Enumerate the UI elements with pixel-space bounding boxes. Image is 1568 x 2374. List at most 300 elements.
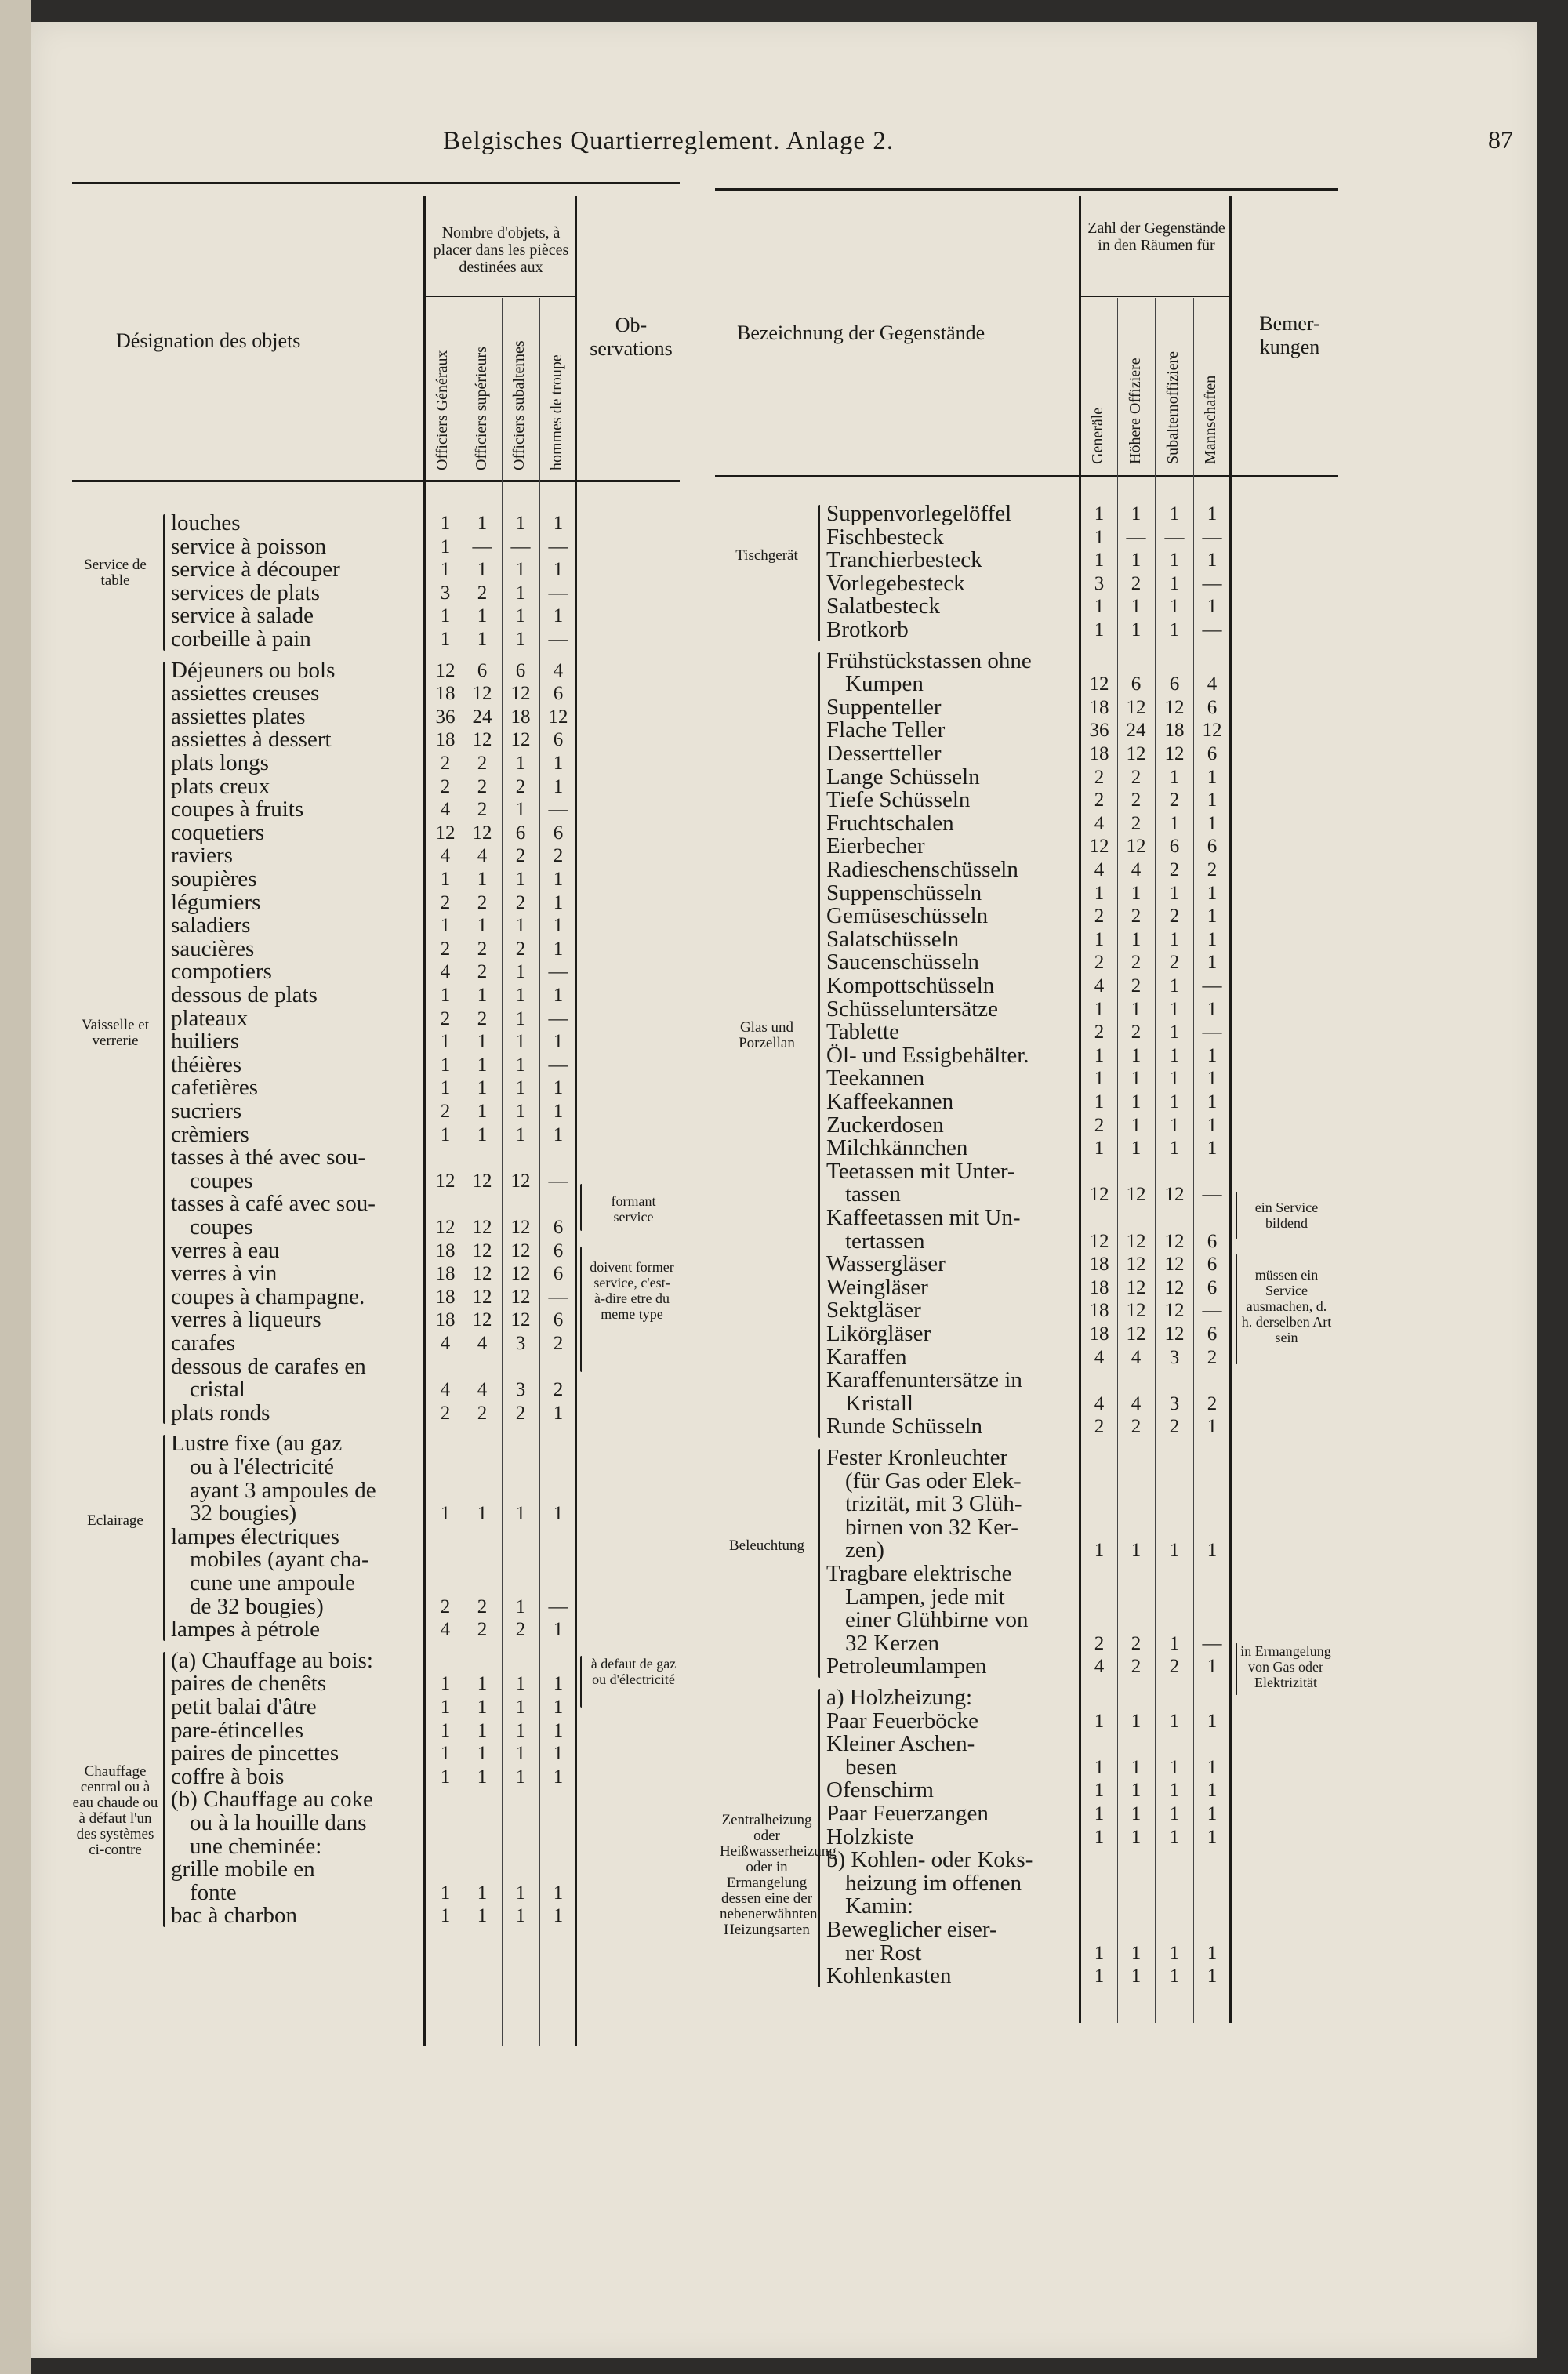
- german-value-cell: 24: [1126, 720, 1146, 742]
- french-row-label: soupières: [171, 866, 257, 891]
- german-value-cell: 12: [1164, 1230, 1185, 1252]
- german-value-cell: 6: [1169, 673, 1180, 695]
- german-row-label: trizität, mit 3 Glüh-: [845, 1491, 1022, 1517]
- german-value-cell: 1: [1169, 766, 1180, 788]
- left-vline-4: [539, 298, 540, 2046]
- subcol-superieurs: Officiers supérieurs: [473, 347, 490, 470]
- german-value-cell: 1: [1094, 882, 1105, 904]
- french-value-cell: 1: [440, 1905, 451, 1927]
- german-row-label: Holzkiste: [826, 1824, 914, 1849]
- german-row-label: Ofenschirm: [826, 1777, 934, 1803]
- german-row-label: besen: [845, 1754, 898, 1780]
- german-value-cell: 2: [1207, 859, 1218, 880]
- german-row-label: Suppenschüsseln: [826, 880, 982, 906]
- french-group-label: Vaisselle et verrerie: [81, 1017, 149, 1049]
- french-value-cell: 1: [515, 1697, 526, 1718]
- french-value-cell: 1: [553, 1905, 564, 1927]
- german-value-cell: 2: [1094, 1114, 1105, 1136]
- french-value-cell: 1: [477, 605, 488, 627]
- french-row-label: théières: [171, 1051, 242, 1077]
- german-value-cell: 1: [1169, 550, 1180, 572]
- german-value-cell: 1: [1094, 550, 1105, 572]
- french-row-label: carafes: [171, 1330, 236, 1356]
- german-value-cell: 1: [1207, 1138, 1218, 1160]
- french-value-cell: —: [548, 1286, 568, 1308]
- german-value-cell: 1: [1131, 1966, 1142, 1987]
- french-value-cell: 2: [477, 1619, 488, 1641]
- french-value-cell: 1: [477, 513, 488, 534]
- german-value-cell: 12: [1202, 720, 1222, 742]
- french-value-cell: 12: [510, 1170, 531, 1192]
- french-value-cell: 1: [515, 1905, 526, 1927]
- french-value-cell: —: [548, 1170, 568, 1192]
- german-value-cell: 1: [1169, 1022, 1180, 1044]
- german-value-cell: 12: [1126, 1184, 1146, 1206]
- subcol-troupe: hommes de troupe: [548, 354, 565, 470]
- german-value-cell: 1: [1207, 882, 1218, 904]
- bem-note-ermangelung: in Ermangelung von Gas oder Elektrizität: [1240, 1643, 1331, 1690]
- german-value-cell: 6: [1207, 1323, 1218, 1345]
- german-value-cell: 12: [1126, 836, 1146, 858]
- french-value-cell: 4: [440, 1619, 451, 1641]
- german-value-cell: —: [1202, 1184, 1222, 1206]
- french-value-cell: 6: [553, 683, 564, 705]
- header-rule-right: [715, 475, 1338, 477]
- french-row-label: fonte: [190, 1879, 237, 1905]
- german-value-cell: 1: [1094, 1068, 1105, 1090]
- german-value-cell: 1: [1207, 503, 1218, 525]
- german-value-cell: 1: [1207, 1416, 1218, 1438]
- french-value-cell: 12: [510, 1309, 531, 1331]
- german-value-cell: —: [1164, 526, 1185, 548]
- french-row-label: sucriers: [171, 1098, 242, 1123]
- french-value-cell: 1: [515, 1595, 526, 1617]
- german-value-cell: 1: [1169, 1966, 1180, 1987]
- french-value-cell: 18: [435, 1309, 456, 1331]
- french-value-cell: 1: [440, 1719, 451, 1741]
- german-value-cell: 1: [1094, 1044, 1105, 1066]
- french-value-cell: 1: [553, 1766, 564, 1788]
- obs-brace-3: [580, 1656, 582, 1708]
- german-row-label: Milchkännchen: [826, 1135, 968, 1161]
- french-value-cell: 1: [515, 513, 526, 534]
- french-value-cell: 1: [477, 915, 488, 937]
- french-row-label: 32 bougies): [190, 1501, 297, 1526]
- french-value-cell: 1: [440, 513, 451, 534]
- german-row-label: Lange Schüsseln: [826, 764, 980, 790]
- german-value-cell: 6: [1169, 836, 1180, 858]
- german-value-cell: 12: [1126, 1323, 1146, 1345]
- german-row-label: Brotkorb: [826, 617, 909, 642]
- german-row-label: Sektgläser: [826, 1298, 921, 1323]
- german-value-cell: 1: [1169, 928, 1180, 950]
- french-row-label: service à découper: [171, 557, 340, 583]
- french-value-cell: 1: [553, 559, 564, 581]
- german-value-cell: 2: [1094, 1416, 1105, 1438]
- german-value-cell: 1: [1207, 1803, 1218, 1824]
- running-header: Belgisches Quartierreglement. Anlage 2.: [443, 127, 895, 155]
- french-row-label: assiettes plates: [171, 703, 306, 729]
- french-value-cell: 1: [477, 1743, 488, 1765]
- french-value-cell: 1: [515, 1673, 526, 1695]
- french-value-cell: 12: [510, 683, 531, 705]
- french-value-cell: 12: [435, 659, 456, 681]
- german-value-cell: 1: [1094, 928, 1105, 950]
- french-row-label: plateaux: [171, 1005, 249, 1031]
- french-row-label: crèmiers: [171, 1121, 249, 1147]
- french-value-cell: 1: [515, 559, 526, 581]
- bem-brace-3: [1236, 1643, 1237, 1695]
- german-value-cell: 1: [1169, 812, 1180, 834]
- german-value-cell: 1: [1207, 1942, 1218, 1964]
- french-row-label: paires de chenêts: [171, 1671, 327, 1697]
- french-row-label: bac à charbon: [171, 1903, 298, 1929]
- french-value-cell: 1: [515, 1007, 526, 1029]
- french-value-cell: 1: [440, 1673, 451, 1695]
- obs-note-defaut: à defaut de gaz ou d'électricité: [590, 1656, 677, 1687]
- german-value-cell: 1: [1169, 596, 1180, 618]
- french-value-cell: 2: [477, 582, 488, 604]
- german-value-cell: 1: [1094, 1138, 1105, 1160]
- french-row-label: services de plats: [171, 579, 321, 605]
- french-value-cell: 1: [515, 1503, 526, 1525]
- right-vline-1: [1079, 196, 1081, 2023]
- col-designation: Désignation des objets: [116, 329, 301, 352]
- french-value-cell: 12: [435, 1217, 456, 1238]
- french-row-label: (b) Chauffage au coke: [171, 1787, 373, 1813]
- french-value-cell: 12: [472, 1286, 492, 1308]
- german-value-cell: 6: [1131, 673, 1142, 695]
- german-value-cell: 1: [1131, 1138, 1142, 1160]
- german-value-cell: 1: [1094, 596, 1105, 618]
- german-value-cell: 4: [1094, 975, 1105, 996]
- german-group-label: Beleuchtung: [728, 1537, 805, 1554]
- german-value-cell: 2: [1131, 812, 1142, 834]
- french-group-label: Chauffage central ou à eau chaude ou à défaut l'un des systèmes ci-contre: [72, 1763, 158, 1859]
- french-value-cell: —: [548, 1054, 568, 1076]
- french-value-cell: 1: [515, 1101, 526, 1122]
- french-value-cell: 1: [477, 1766, 488, 1788]
- french-value-cell: 6: [553, 1309, 564, 1331]
- french-value-cell: 1: [477, 1101, 488, 1122]
- german-value-cell: 1: [1207, 952, 1218, 974]
- french-value-cell: 1: [440, 1766, 451, 1788]
- german-row-label: Kaffeekannen: [826, 1089, 954, 1114]
- german-value-cell: 1: [1094, 1942, 1105, 1964]
- french-value-cell: 12: [472, 1240, 492, 1261]
- german-value-cell: 1: [1207, 1826, 1218, 1848]
- french-row-label: plats longs: [171, 750, 269, 775]
- german-value-cell: 2: [1169, 952, 1180, 974]
- german-value-cell: 1: [1131, 596, 1142, 618]
- french-value-cell: —: [548, 535, 568, 557]
- french-row-label: service à poisson: [171, 533, 327, 559]
- french-value-cell: 1: [440, 1077, 451, 1099]
- french-value-cell: 1: [477, 1905, 488, 1927]
- french-row-label: dessous de plats: [171, 982, 318, 1007]
- german-value-cell: 1: [1094, 998, 1105, 1020]
- german-row-label: Beweglicher eiser-: [826, 1917, 997, 1942]
- german-value-cell: 1: [1207, 1966, 1218, 1987]
- french-value-cell: 1: [553, 1619, 564, 1641]
- german-value-cell: 6: [1207, 743, 1218, 764]
- german-value-cell: 6: [1207, 1254, 1218, 1276]
- french-row-label: saucières: [171, 935, 255, 961]
- german-value-cell: 2: [1131, 1632, 1142, 1654]
- german-value-cell: 1: [1169, 1138, 1180, 1160]
- german-value-cell: 12: [1164, 696, 1185, 718]
- subcol-generaux: Officiers Généraux: [434, 350, 451, 470]
- german-row-label: Tranchierbesteck: [826, 547, 982, 573]
- french-value-cell: 1: [477, 1697, 488, 1718]
- french-value-cell: 3: [440, 582, 451, 604]
- french-value-cell: —: [548, 1595, 568, 1617]
- bem-brace-2: [1236, 1254, 1237, 1364]
- french-value-cell: 12: [510, 1240, 531, 1261]
- french-value-cell: 4: [440, 845, 451, 867]
- german-value-cell: 4: [1131, 1392, 1142, 1414]
- german-row-label: Teetassen mit Unter-: [826, 1158, 1015, 1184]
- german-value-cell: 2: [1169, 1416, 1180, 1438]
- german-row-label: Karaffen: [826, 1344, 907, 1370]
- french-value-cell: 1: [553, 1031, 564, 1053]
- german-row-label: Kleiner Aschen-: [826, 1731, 975, 1757]
- german-group-brace: [818, 505, 820, 641]
- german-value-cell: 4: [1094, 812, 1105, 834]
- french-value-cell: 1: [553, 1503, 564, 1525]
- french-value-cell: —: [548, 1007, 568, 1029]
- german-value-cell: 1: [1169, 1826, 1180, 1848]
- german-value-cell: —: [1202, 526, 1222, 548]
- german-value-cell: 1: [1207, 596, 1218, 618]
- french-value-cell: 2: [515, 845, 526, 867]
- german-value-cell: 1: [1169, 1068, 1180, 1090]
- german-value-cell: 4: [1094, 859, 1105, 880]
- bem-note-service: ein Service bildend: [1254, 1200, 1319, 1231]
- french-value-cell: 1: [440, 629, 451, 650]
- french-group-brace: [163, 1652, 165, 1927]
- french-value-cell: 1: [553, 1743, 564, 1765]
- german-group-brace: [818, 652, 820, 1438]
- german-value-cell: 2: [1131, 766, 1142, 788]
- german-row-label: Eierbecher: [826, 833, 925, 859]
- french-value-cell: 1: [440, 915, 451, 937]
- german-row-label: Kompottschüsseln: [826, 973, 995, 998]
- french-value-cell: 1: [477, 869, 488, 890]
- german-row-label: Fester Kronleuchter: [826, 1445, 1008, 1470]
- french-value-cell: 6: [553, 1263, 564, 1285]
- german-row-label: Wassergläser: [826, 1251, 946, 1277]
- french-row-label: raviers: [171, 843, 233, 869]
- french-value-cell: 3: [515, 1333, 526, 1354]
- french-value-cell: 18: [435, 1240, 456, 1261]
- german-value-cell: 12: [1089, 836, 1109, 858]
- col-bemerkungen: Bemer-kungen: [1259, 312, 1320, 358]
- german-value-cell: 1: [1169, 1044, 1180, 1066]
- german-value-cell: 1: [1207, 790, 1218, 811]
- french-value-cell: 2: [515, 1619, 526, 1641]
- german-value-cell: 18: [1089, 1323, 1109, 1345]
- french-value-cell: 1: [553, 869, 564, 890]
- german-value-cell: —: [1202, 619, 1222, 641]
- german-value-cell: 1: [1131, 1540, 1142, 1562]
- french-row-label: verres à liqueurs: [171, 1307, 321, 1333]
- german-group-brace: [818, 1449, 820, 1678]
- german-value-cell: 1: [1094, 1826, 1105, 1848]
- french-row-label: compotiers: [171, 959, 272, 985]
- french-value-cell: 1: [553, 1882, 564, 1904]
- german-value-cell: 1: [1094, 619, 1105, 641]
- german-value-cell: 2: [1169, 859, 1180, 880]
- french-value-cell: 2: [515, 775, 526, 797]
- french-value-cell: —: [548, 582, 568, 604]
- french-value-cell: 6: [553, 822, 564, 844]
- german-value-cell: 36: [1089, 720, 1109, 742]
- german-value-cell: 1: [1169, 882, 1180, 904]
- french-value-cell: 18: [435, 1263, 456, 1285]
- right-subheader-rule: [1079, 296, 1229, 297]
- german-value-cell: 6: [1207, 696, 1218, 718]
- french-value-cell: 1: [440, 869, 451, 890]
- book-gutter: [0, 0, 31, 2374]
- german-row-label: Kohlenkasten: [826, 1963, 952, 1989]
- right-vline-2: [1117, 298, 1118, 2023]
- german-row-label: Kumpen: [845, 671, 924, 697]
- french-value-cell: 1: [515, 582, 526, 604]
- german-value-cell: 2: [1169, 1656, 1180, 1678]
- french-row-label: louches: [171, 510, 241, 535]
- german-value-cell: 1: [1207, 1068, 1218, 1090]
- french-value-cell: 2: [440, 1595, 451, 1617]
- german-group-brace: [818, 1689, 820, 1987]
- obs-note-doivent: doivent former service, c'est-à-dire etre du meme type: [590, 1259, 674, 1322]
- german-value-cell: 2: [1207, 1392, 1218, 1414]
- french-value-cell: 2: [477, 1402, 488, 1424]
- german-group-label: Tischgerät: [735, 546, 798, 564]
- german-value-cell: 4: [1094, 1346, 1105, 1368]
- german-value-cell: 12: [1089, 673, 1109, 695]
- bem-brace-1: [1236, 1192, 1237, 1239]
- german-row-label: zen): [845, 1537, 884, 1563]
- french-group-brace: [163, 514, 165, 651]
- german-value-cell: 1: [1131, 1114, 1142, 1136]
- german-value-cell: 2: [1169, 790, 1180, 811]
- french-value-cell: 1: [553, 1077, 564, 1099]
- german-value-cell: 1: [1094, 1966, 1105, 1987]
- german-value-cell: 2: [1094, 1022, 1105, 1044]
- french-value-cell: 12: [472, 683, 492, 705]
- french-value-cell: 12: [510, 1217, 531, 1238]
- german-value-cell: 1: [1131, 998, 1142, 1020]
- german-value-cell: 1: [1094, 1803, 1105, 1824]
- document-page: [31, 22, 1537, 2358]
- french-value-cell: 6: [477, 659, 488, 681]
- german-row-label: Likörgläser: [826, 1321, 931, 1346]
- german-value-cell: 1: [1094, 503, 1105, 525]
- french-value-cell: 2: [477, 1007, 488, 1029]
- french-value-cell: 2: [477, 775, 488, 797]
- french-group-label: Eclairage: [87, 1512, 143, 1529]
- french-value-cell: 1: [553, 1101, 564, 1122]
- german-row-label: Salatbesteck: [826, 594, 940, 619]
- german-value-cell: 1: [1094, 1540, 1105, 1562]
- left-vline-5: [575, 196, 577, 2046]
- french-value-cell: 18: [510, 706, 531, 728]
- left-vline-3: [502, 298, 503, 2046]
- french-value-cell: 1: [440, 535, 451, 557]
- french-value-cell: —: [548, 629, 568, 650]
- german-value-cell: 1: [1131, 1942, 1142, 1964]
- page-number: 87: [1488, 125, 1513, 154]
- german-value-cell: 2: [1094, 1632, 1105, 1654]
- german-value-cell: 1: [1207, 1091, 1218, 1113]
- obs-note-formant: formant service: [611, 1193, 656, 1225]
- french-row-label: service à salade: [171, 603, 314, 629]
- left-subheader-rule: [423, 296, 575, 297]
- french-value-cell: —: [510, 535, 531, 557]
- french-value-cell: 1: [440, 1054, 451, 1076]
- french-row-label: petit balai d'âtre: [171, 1694, 317, 1719]
- german-value-cell: —: [1202, 975, 1222, 996]
- german-row-label: Suppenvorlegelöffel: [826, 501, 1012, 526]
- german-value-cell: 1: [1131, 1044, 1142, 1066]
- french-row-label: corbeille à pain: [171, 626, 311, 652]
- german-row-label: Gemüseschüsseln: [826, 903, 989, 929]
- german-value-cell: 3: [1169, 1346, 1180, 1368]
- french-value-cell: 1: [477, 1077, 488, 1099]
- french-value-cell: 4: [440, 961, 451, 983]
- french-value-cell: 3: [515, 1379, 526, 1401]
- french-value-cell: 1: [440, 1123, 451, 1145]
- french-value-cell: 2: [477, 799, 488, 821]
- french-row-label: huiliers: [171, 1029, 239, 1055]
- french-row-label: ayant 3 ampoules de: [190, 1477, 376, 1503]
- french-row-label: de 32 bougies): [190, 1593, 324, 1619]
- french-value-cell: 12: [435, 1170, 456, 1192]
- french-value-cell: 2: [477, 753, 488, 774]
- french-value-cell: 1: [477, 559, 488, 581]
- german-row-label: Suppenteller: [826, 694, 942, 720]
- french-value-cell: 1: [477, 1882, 488, 1904]
- german-value-cell: 1: [1131, 1710, 1142, 1732]
- french-value-cell: 6: [515, 659, 526, 681]
- german-value-cell: 1: [1131, 619, 1142, 641]
- french-value-cell: 1: [515, 605, 526, 627]
- german-value-cell: 2: [1094, 766, 1105, 788]
- top-rule-left: [72, 182, 680, 184]
- german-value-cell: 2: [1131, 572, 1142, 594]
- german-value-cell: 1: [1207, 928, 1218, 950]
- french-value-cell: —: [472, 535, 492, 557]
- french-value-cell: 1: [515, 753, 526, 774]
- subcol-mannschaften: Mannschaften: [1202, 375, 1219, 464]
- subcol-subaltern: Subalternoffiziere: [1164, 350, 1181, 464]
- french-value-cell: 2: [440, 775, 451, 797]
- german-value-cell: 12: [1126, 743, 1146, 764]
- french-value-cell: 1: [440, 1031, 451, 1053]
- french-value-cell: 1: [515, 1123, 526, 1145]
- french-value-cell: 4: [477, 1379, 488, 1401]
- french-value-cell: 1: [553, 775, 564, 797]
- german-value-cell: 1: [1207, 1044, 1218, 1066]
- french-value-cell: 1: [477, 1503, 488, 1525]
- french-value-cell: 1: [440, 985, 451, 1006]
- french-row-label: assiettes à dessert: [171, 727, 332, 753]
- french-value-cell: 2: [553, 845, 564, 867]
- french-row-label: Déjeuners ou bols: [171, 657, 336, 683]
- french-value-cell: 12: [472, 1170, 492, 1192]
- french-value-cell: 6: [553, 729, 564, 751]
